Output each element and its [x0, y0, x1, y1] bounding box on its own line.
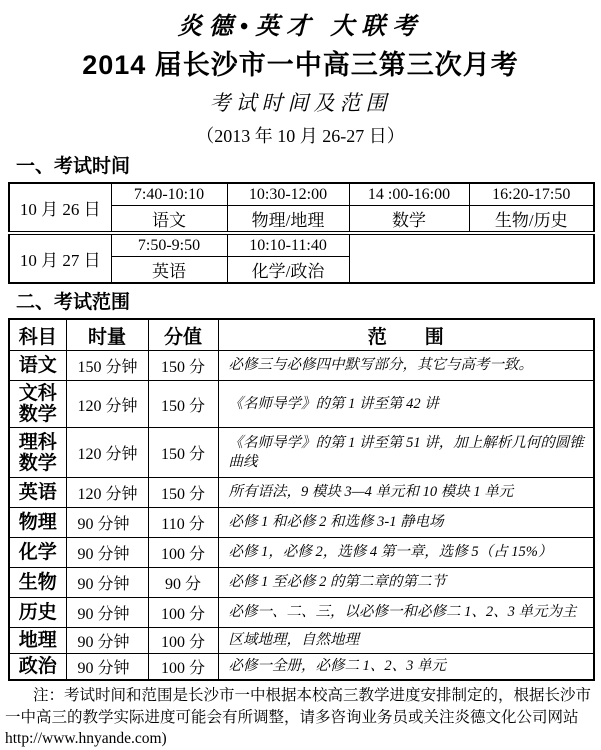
- duration-cell: 150 分钟: [66, 351, 148, 381]
- subject-cell: 地理: [9, 628, 66, 654]
- score-cell: 100 分: [148, 654, 218, 681]
- range-cell: 必修 1 至必修 2 的第二章的第二节: [218, 568, 594, 598]
- range-cell: 区域地理，自然地理: [218, 628, 594, 654]
- time-slot-cell: 10:10-11:40: [227, 233, 349, 257]
- column-header-duration: 时量: [66, 319, 148, 351]
- subject-cell: 语文: [111, 206, 227, 234]
- section-1-heading: 一、考试时间: [16, 156, 131, 177]
- table-row: [9, 381, 594, 428]
- column-header-range: 范 围: [218, 319, 594, 351]
- score-cell: 150 分: [148, 381, 218, 428]
- exam-range-table: [8, 318, 595, 681]
- time-slot-cell: 14 :00-16:00: [349, 183, 469, 206]
- note-paragraph: [5, 685, 597, 750]
- table-row: [9, 508, 594, 538]
- subject-cell: 理科数学: [9, 428, 66, 478]
- table-row: [9, 478, 594, 508]
- table-row: [9, 568, 594, 598]
- time-slot-cell: 7:40-10:10: [111, 183, 227, 206]
- duration-cell: 90 分钟: [66, 598, 148, 628]
- range-cell: 《名师导学》的第 1 讲至第 51 讲，加上解析几何的圆锥曲线: [218, 428, 594, 478]
- time-slot-cell: 7:50-9:50: [111, 233, 227, 257]
- exam-date-cell: 10 月 27 日: [9, 233, 111, 283]
- subject-cell: 政治: [9, 654, 66, 681]
- note-line: 一中高三的教学实际进度可能会有所调整，请多咨询业务员或关注炎德文化公司网站: [5, 708, 579, 726]
- main-title: 2014 届长沙市一中高三第三次月考: [82, 50, 519, 80]
- score-cell: 100 分: [148, 598, 218, 628]
- score-cell: 100 分: [148, 628, 218, 654]
- score-cell: 150 分: [148, 478, 218, 508]
- subject-cell: 物理/地理: [227, 206, 349, 234]
- range-cell: 必修 1 和必修 2 和选修 3-1 静电场: [218, 508, 594, 538]
- section-2-heading: 二、考试范围: [16, 292, 131, 313]
- note-line: 注：考试时间和范围是长沙市一中根据本校高三教学进度安排制定的，根据长沙市: [33, 687, 592, 704]
- table-header-row: [9, 319, 594, 351]
- duration-cell: 120 分钟: [66, 381, 148, 428]
- duration-cell: 90 分钟: [66, 538, 148, 568]
- range-cell: 必修 1，必修 2，选修 4 第一章，选修 5（占 15%）: [218, 538, 594, 568]
- subject-cell: 英语: [111, 257, 227, 284]
- subject-cell: 数学: [349, 206, 469, 234]
- duration-cell: 90 分钟: [66, 568, 148, 598]
- empty-cell: [349, 233, 594, 283]
- table-row: [9, 598, 594, 628]
- subject-cell: 化学/政治: [227, 257, 349, 284]
- score-cell: 150 分: [148, 428, 218, 478]
- table-row: [9, 538, 594, 568]
- table-row: [9, 233, 594, 257]
- duration-cell: 120 分钟: [66, 428, 148, 478]
- subject-cell: 文科数学: [9, 381, 66, 428]
- subtitle: 考试时间及范围: [209, 91, 392, 115]
- column-header-subject: 科目: [9, 319, 66, 351]
- website-url: http://www.hnyande.com): [5, 730, 167, 747]
- score-cell: 90 分: [148, 568, 218, 598]
- time-slot-cell: 16:20-17:50: [469, 183, 594, 206]
- duration-cell: 90 分钟: [66, 508, 148, 538]
- duration-cell: 90 分钟: [66, 628, 148, 654]
- table-row: [9, 183, 594, 206]
- subject-cell: 化学: [9, 538, 66, 568]
- duration-cell: 90 分钟: [66, 654, 148, 681]
- score-cell: 110 分: [148, 508, 218, 538]
- subject-cell: 生物/历史: [469, 206, 594, 234]
- score-cell: 150 分: [148, 351, 218, 381]
- range-cell: 所有语法，9 模块 3—4 单元和 10 模块 1 单元: [218, 478, 594, 508]
- brand-line: 炎德•英才 大联考: [177, 14, 424, 40]
- table-row: [9, 351, 594, 381]
- table-row: [9, 628, 594, 654]
- subject-cell: 英语: [9, 478, 66, 508]
- subject-cell: 历史: [9, 598, 66, 628]
- range-cell: 必修一、二、三，以必修一和必修二 1、2、3 单元为主: [218, 598, 594, 628]
- subject-cell: 物理: [9, 508, 66, 538]
- subject-cell: 语文: [9, 351, 66, 381]
- range-cell: 《名师导学》的第 1 讲至第 42 讲: [218, 381, 594, 428]
- column-header-score: 分值: [148, 319, 218, 351]
- subject-cell: 生物: [9, 568, 66, 598]
- table-row: [9, 428, 594, 478]
- exam-schedule-table: [8, 182, 595, 284]
- date-range: （2013 年 10 月 26-27 日）: [196, 126, 405, 146]
- table-row: [9, 654, 594, 681]
- exam-date-cell: 10 月 26 日: [9, 183, 111, 233]
- time-slot-cell: 10:30-12:00: [227, 183, 349, 206]
- range-cell: 必修三与必修四中默写部分，其它与高考一致。: [218, 351, 594, 381]
- range-cell: 必修一全册，必修二 1、2、3 单元: [218, 654, 594, 681]
- score-cell: 100 分: [148, 538, 218, 568]
- duration-cell: 120 分钟: [66, 478, 148, 508]
